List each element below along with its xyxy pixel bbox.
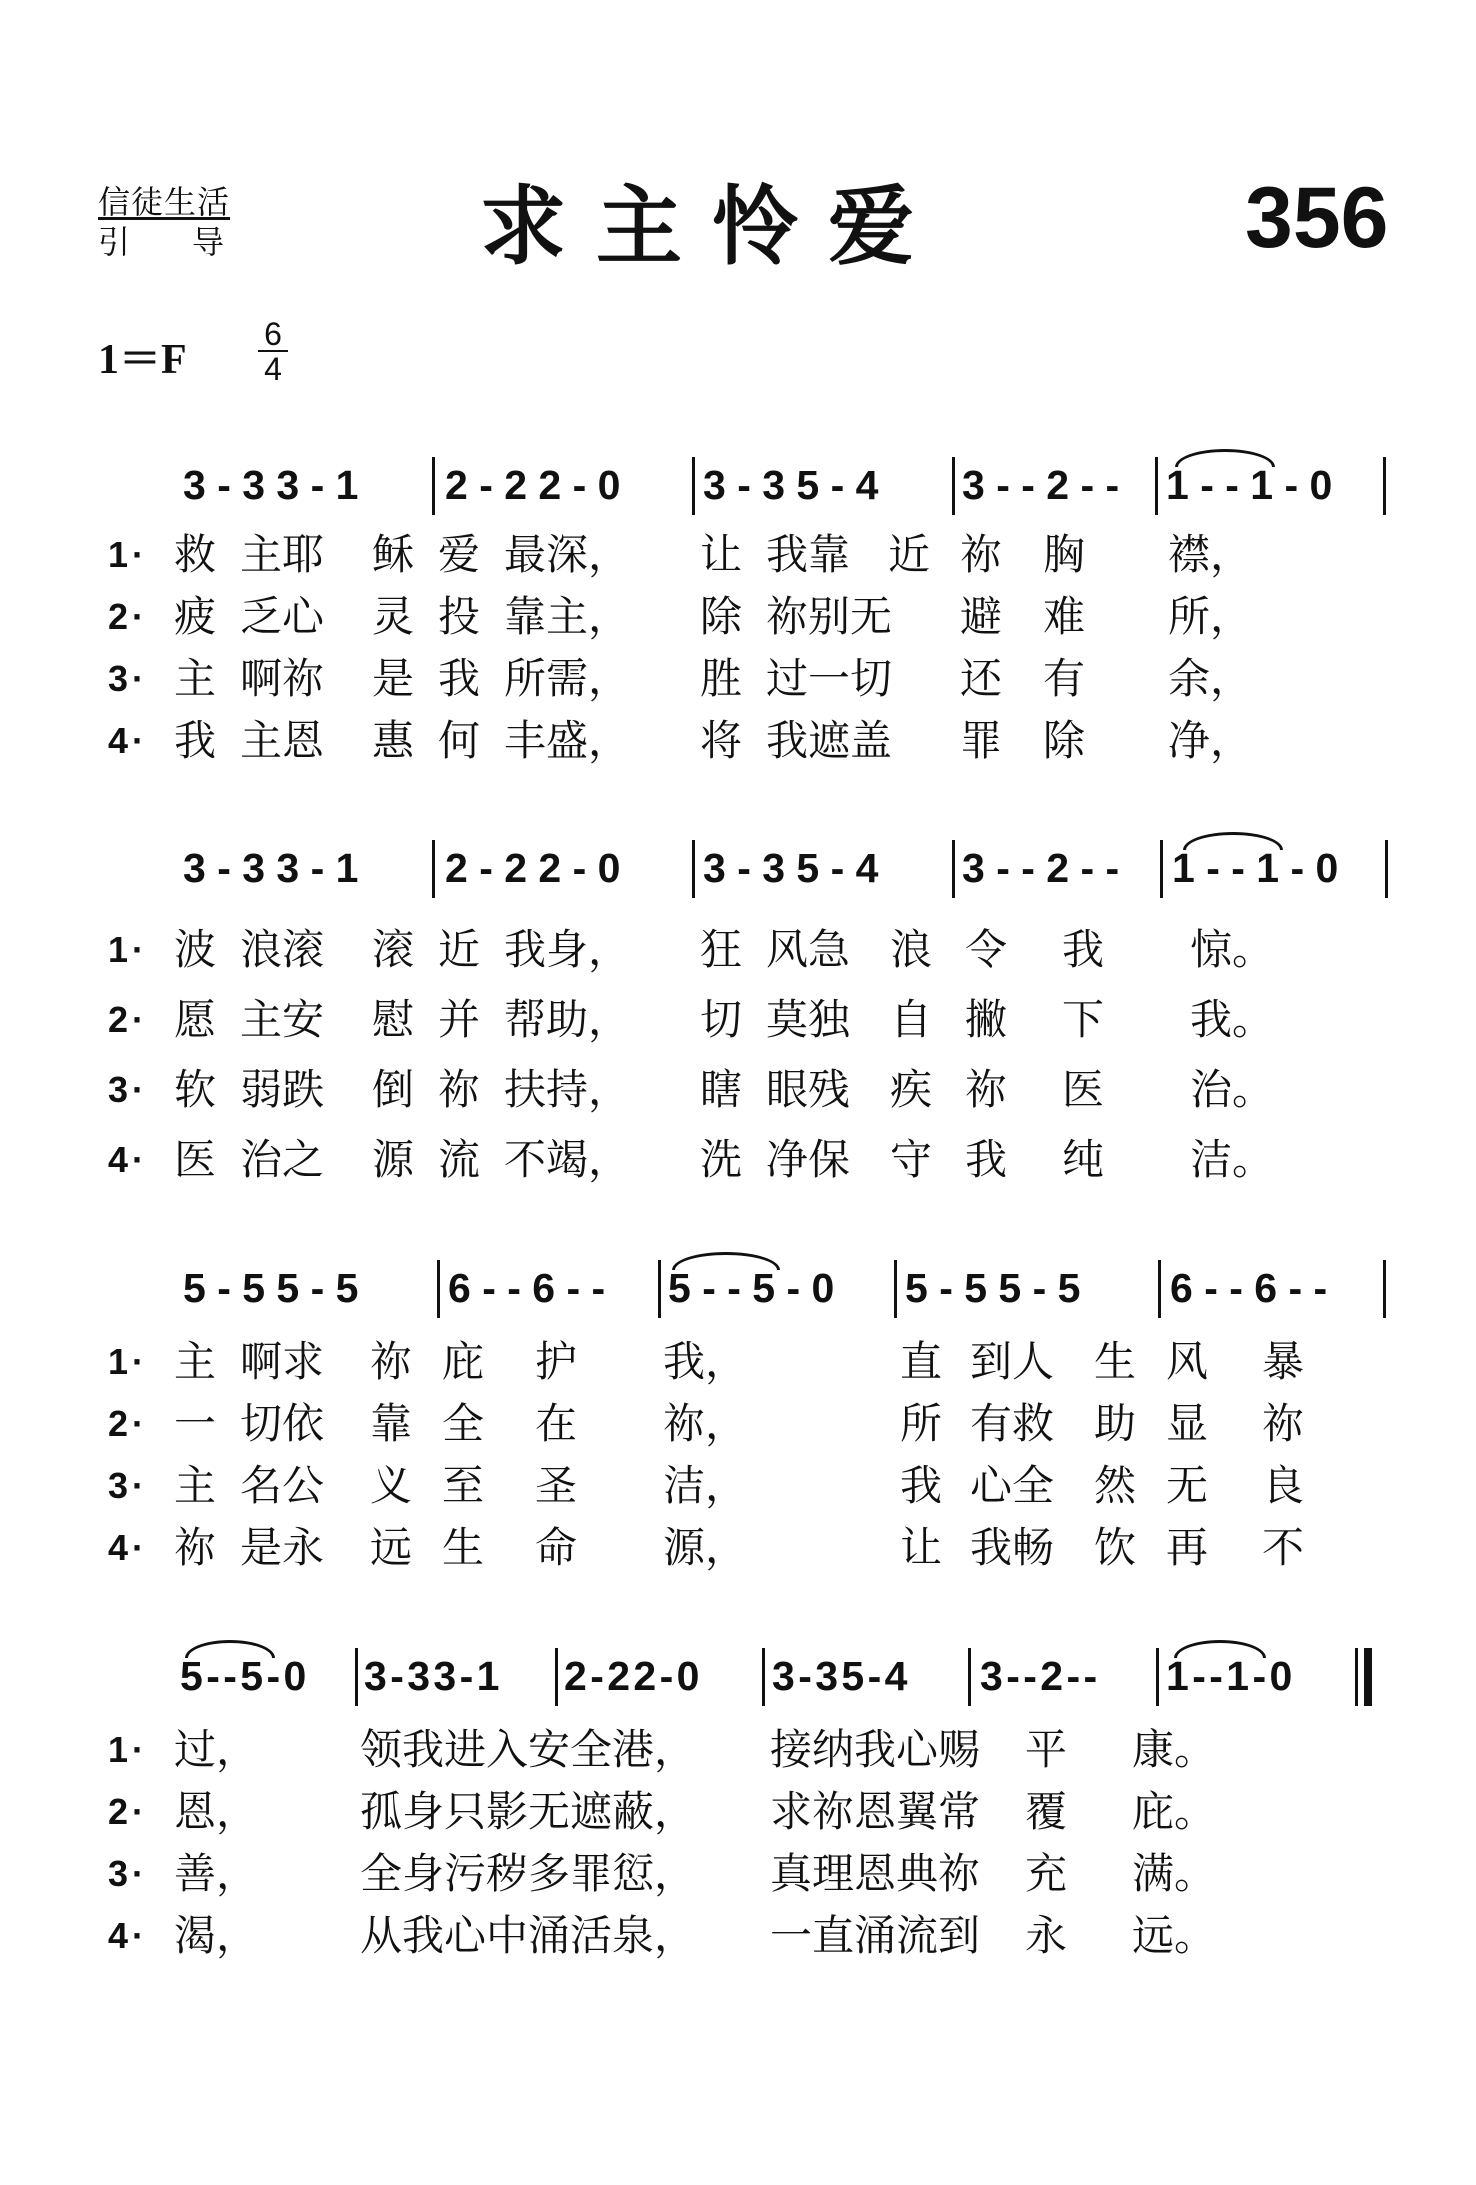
lyric: 然 [1094, 1461, 1137, 1510]
lyric: 真理恩典祢 [770, 1849, 981, 1898]
lyric: 自 [890, 995, 933, 1044]
lyric: 主 [174, 654, 217, 703]
lyric: 祢 [370, 1337, 413, 1386]
verse-number: 1 [108, 1341, 129, 1382]
final-barline-thin [1355, 1648, 1358, 1706]
lyric: 圣 [535, 1461, 578, 1510]
measure: 6 - - 6 - - [448, 1265, 606, 1311]
verse-dot: · [132, 534, 144, 575]
barline [355, 1648, 358, 1706]
verse-number: 2 [108, 1403, 129, 1444]
lyric: 恩， [174, 1787, 259, 1836]
lyric: 将 [700, 716, 743, 765]
measure: 3 - - 2 - - [962, 845, 1120, 891]
lyric: 倒 [372, 1065, 415, 1114]
lyric: 接纳我心赐 [770, 1725, 981, 1774]
lyric: 帮助， [504, 995, 631, 1044]
lyric: 让 [700, 530, 743, 579]
lyric: 慰 [372, 995, 415, 1044]
verse-1-line [0, 922, 1476, 978]
lyric: 我 [965, 1135, 1008, 1184]
lyric: 余， [1168, 654, 1253, 703]
barline [968, 1648, 971, 1706]
lyric: 我 [174, 716, 217, 765]
barline [1383, 1260, 1386, 1318]
measure: 2 - 2 2 - 0 [564, 1653, 696, 1699]
lyric: 祢 [965, 1065, 1008, 1114]
lyric: 我遮盖 [766, 716, 893, 765]
verse-4-line [0, 1132, 1476, 1188]
lyric: 净保 [766, 1135, 851, 1184]
lyric: 生 [1094, 1337, 1137, 1386]
measure: 3 - - 2 - - [980, 1653, 1094, 1699]
lyric: 主 [174, 1337, 217, 1386]
lyric: 灵 [372, 592, 415, 641]
lyric: 再 [1166, 1523, 1209, 1572]
lyric: 我畅 [970, 1523, 1055, 1572]
lyric: 避 [960, 592, 1003, 641]
lyric: 过， [174, 1725, 259, 1774]
lyric: 助 [1094, 1399, 1137, 1448]
lyric: 祢 [960, 530, 1003, 579]
verse-number: 4 [108, 1139, 129, 1180]
lyric: 浪滚 [240, 925, 325, 974]
verse-1-line [0, 1334, 1476, 1390]
lyric: 满。 [1132, 1849, 1217, 1898]
barline [692, 457, 695, 515]
lyric: 治之 [240, 1135, 325, 1184]
measure: 3 - 3 3 - 1 [183, 462, 359, 508]
lyric: 祢 [438, 1065, 481, 1114]
measure: 1 - - 1 - 0 [1172, 845, 1339, 891]
verse-dot: · [132, 1791, 144, 1832]
barline [1156, 1648, 1159, 1706]
lyric: 难 [1043, 592, 1086, 641]
lyric: 襟， [1168, 530, 1253, 579]
lyric: 还 [960, 654, 1003, 703]
verse-dot: · [132, 1069, 144, 1110]
lyric: 命 [535, 1523, 578, 1572]
lyric: 撇 [965, 995, 1008, 1044]
lyric: 滚 [372, 925, 415, 974]
barline [1158, 1260, 1161, 1318]
lyric: 永 [1025, 1911, 1068, 1960]
lyric: 覆 [1025, 1787, 1068, 1836]
lyric: 所 [900, 1399, 943, 1448]
lyric: 源 [372, 1135, 415, 1184]
lyric: 祢 [1262, 1399, 1305, 1448]
lyric: 投 [438, 592, 481, 641]
verse-dot: · [132, 999, 144, 1040]
verse-dot: · [132, 1465, 144, 1506]
lyric: 医 [174, 1135, 217, 1184]
lyric: 庇 [442, 1337, 485, 1386]
barline [1155, 457, 1158, 515]
verse-dot: · [132, 1341, 144, 1382]
lyric: 近 [888, 530, 931, 579]
lyric: 名公 [240, 1461, 325, 1510]
verse-dot: · [132, 1915, 144, 1956]
lyric: 远。 [1132, 1911, 1217, 1960]
verse-number: 4 [108, 1915, 129, 1956]
lyric: 显 [1166, 1399, 1209, 1448]
verse-3-line [0, 1458, 1476, 1514]
lyric: 所需， [504, 654, 631, 703]
measure: 3 - 3 5 - 4 [772, 1653, 904, 1699]
barline [692, 840, 695, 898]
verse-1-line [0, 527, 1476, 583]
lyric: 源， [663, 1523, 748, 1572]
lyric: 从我心中涌活泉， [360, 1911, 697, 1960]
lyric: 弱跌 [240, 1065, 325, 1114]
lyric: 治。 [1190, 1065, 1275, 1114]
lyric: 令 [965, 925, 1008, 974]
verse-3-line [0, 1846, 1476, 1902]
key-signature: 1＝F [98, 337, 187, 383]
lyric: 我 [1062, 925, 1105, 974]
barline [762, 1648, 765, 1706]
measure: 2 - 2 2 - 0 [445, 845, 621, 891]
lyric: 靠 [370, 1399, 413, 1448]
barline [952, 457, 955, 515]
verse-dot: · [132, 1403, 144, 1444]
barline [1160, 840, 1163, 898]
lyric: 所， [1168, 592, 1253, 641]
measure: 5 - 5 5 - 5 [905, 1265, 1081, 1311]
verse-2-line [0, 589, 1476, 645]
lyric: 稣 [372, 530, 415, 579]
verse-4-line [0, 1520, 1476, 1576]
measure: 1 - - 1 - 0 [1166, 462, 1333, 508]
lyric: 丰盛， [504, 716, 631, 765]
hymn-title: 求主怜爱 [480, 177, 944, 277]
lyric: 祢别无 [766, 592, 893, 641]
notation-system-3 [0, 1258, 1476, 1318]
hymn-number: 356 [1245, 170, 1389, 266]
lyric: 洗 [700, 1135, 743, 1184]
lyric: 饮 [1094, 1523, 1137, 1572]
verse-2-line [0, 1396, 1476, 1452]
measure: 3 - 3 5 - 4 [703, 845, 879, 891]
verse-dot: · [132, 1853, 144, 1894]
lyric: 疲 [174, 592, 217, 641]
lyric: 护 [535, 1337, 578, 1386]
lyric: 惠 [372, 716, 415, 765]
measure: 2 - 2 2 - 0 [445, 462, 621, 508]
lyric: 领我进入安全港， [360, 1725, 697, 1774]
lyric: 爱 [438, 530, 481, 579]
verse-number: 2 [108, 1791, 129, 1832]
lyric: 我 [900, 1461, 943, 1510]
lyric: 让 [900, 1523, 943, 1572]
measure: 1 - - 1 - 0 [1166, 1653, 1289, 1699]
lyric: 靠主， [504, 592, 631, 641]
lyric: 何 [438, 716, 481, 765]
verse-dot: · [132, 1729, 144, 1770]
measure: 5 - - 5 - 0 [180, 1653, 303, 1699]
measure: 3 - 3 3 - 1 [183, 845, 359, 891]
lyric: 惊。 [1190, 925, 1275, 974]
lyric: 切 [700, 995, 743, 1044]
barline [894, 1260, 897, 1318]
notation-system-4 [0, 1646, 1476, 1706]
lyric: 守 [890, 1135, 933, 1184]
barline [437, 1260, 440, 1318]
lyric: 生 [442, 1523, 485, 1572]
verse-3-line [0, 651, 1476, 707]
lyric: 善， [174, 1849, 259, 1898]
lyric: 风 [1166, 1337, 1209, 1386]
verse-1-line [0, 1722, 1476, 1778]
lyric: 啊求 [240, 1337, 325, 1386]
notation-system-1 [0, 455, 1476, 515]
lyric: 求祢恩翼常 [770, 1787, 981, 1836]
barline [555, 1648, 558, 1706]
lyric: 净， [1168, 716, 1253, 765]
hymn-category [98, 183, 286, 261]
lyric: 义 [370, 1461, 413, 1510]
lyric: 主 [174, 1461, 217, 1510]
lyric: 一 [174, 1399, 217, 1448]
verse-number: 4 [108, 720, 129, 761]
measure: 5 - 5 5 - 5 [183, 1265, 359, 1311]
final-barline-thick [1364, 1648, 1372, 1706]
lyric: 浪 [890, 925, 933, 974]
lyric: 不 [1262, 1523, 1305, 1572]
lyric: 我， [663, 1337, 748, 1386]
lyric: 软 [174, 1065, 217, 1114]
verse-dot: · [132, 596, 144, 637]
lyric: 医 [1062, 1065, 1105, 1114]
verse-dot: · [132, 1139, 144, 1180]
lyric: 狂 [700, 925, 743, 974]
measure: 3 - 3 5 - 4 [703, 462, 879, 508]
lyric: 风急 [766, 925, 851, 974]
barline [658, 1260, 661, 1318]
lyric: 过一切 [766, 654, 893, 703]
lyric: 主耶 [240, 530, 325, 579]
measure: 3 - - 2 - - [962, 462, 1120, 508]
verse-number: 1 [108, 1729, 129, 1770]
lyric: 主安 [240, 995, 325, 1044]
time-signature [258, 318, 288, 386]
lyric: 我。 [1190, 995, 1275, 1044]
verse-dot: · [132, 1527, 144, 1568]
lyric: 救 [174, 530, 217, 579]
verse-number: 3 [108, 1069, 129, 1110]
lyric: 除 [700, 592, 743, 641]
verse-dot: · [132, 929, 144, 970]
barline [432, 457, 435, 515]
lyric: 我身， [504, 925, 631, 974]
lyric: 孤身只影无遮蔽， [360, 1787, 697, 1836]
lyric: 疾 [890, 1065, 933, 1114]
lyric: 在 [535, 1399, 578, 1448]
lyric: 平 [1025, 1725, 1068, 1774]
lyric: 纯 [1062, 1135, 1105, 1184]
time-signature-bottom: 4 [264, 351, 282, 387]
lyric: 莫独 [766, 995, 851, 1044]
lyric: 至 [442, 1461, 485, 1510]
measure: 3 - 3 3 - 1 [364, 1653, 496, 1699]
lyric: 胜 [700, 654, 743, 703]
lyric: 扶持， [504, 1065, 631, 1114]
lyric: 祢， [663, 1399, 748, 1448]
lyric: 乏心 [240, 592, 325, 641]
lyric: 波 [174, 925, 217, 974]
verse-3-line [0, 1062, 1476, 1118]
lyric: 胸 [1043, 530, 1086, 579]
lyric: 有 [1043, 654, 1086, 703]
lyric: 洁。 [1190, 1135, 1275, 1184]
verse-dot: · [132, 658, 144, 699]
verse-number: 3 [108, 658, 129, 699]
verse-number: 1 [108, 534, 129, 575]
verse-number: 3 [108, 1465, 129, 1506]
verse-number: 2 [108, 596, 129, 637]
lyric: 全身污秽多罪愆， [360, 1849, 697, 1898]
lyric: 无 [1166, 1461, 1209, 1510]
lyric: 愿 [174, 995, 217, 1044]
lyric: 除 [1043, 716, 1086, 765]
category-line-2: 引导 [98, 223, 287, 261]
lyric: 最深， [504, 530, 631, 579]
lyric: 不竭， [504, 1135, 631, 1184]
verse-2-line [0, 1784, 1476, 1840]
lyric: 是永 [240, 1523, 325, 1572]
verse-number: 3 [108, 1853, 129, 1894]
barline [432, 840, 435, 898]
time-signature-top: 6 [258, 318, 288, 352]
lyric: 远 [370, 1523, 413, 1572]
lyric: 良 [1262, 1461, 1305, 1510]
verse-4-line [0, 1908, 1476, 1964]
verse-dot: · [132, 720, 144, 761]
verse-number: 2 [108, 999, 129, 1040]
lyric: 洁， [663, 1461, 748, 1510]
lyric: 流 [438, 1135, 481, 1184]
lyric: 康。 [1132, 1725, 1217, 1774]
lyric: 罪 [960, 716, 1003, 765]
lyric: 切依 [240, 1399, 325, 1448]
barline [1385, 840, 1388, 898]
barline [952, 840, 955, 898]
barline [1383, 457, 1386, 515]
lyric: 下 [1062, 995, 1105, 1044]
verse-number: 1 [108, 929, 129, 970]
lyric: 瞎 [700, 1065, 743, 1114]
lyric: 眼残 [766, 1065, 851, 1114]
lyric: 我 [438, 654, 481, 703]
lyric: 啊祢 [240, 654, 325, 703]
lyric: 一直涌流到 [770, 1911, 981, 1960]
verse-number: 4 [108, 1527, 129, 1568]
lyric: 暴 [1262, 1337, 1305, 1386]
lyric: 祢 [174, 1523, 217, 1572]
category-line-1: 信徒生活 [98, 183, 231, 221]
lyric: 心全 [970, 1461, 1055, 1510]
lyric: 全 [442, 1399, 485, 1448]
lyric: 主恩 [240, 716, 325, 765]
lyric: 庇。 [1132, 1787, 1217, 1836]
lyric: 有救 [970, 1399, 1055, 1448]
lyric: 近 [438, 925, 481, 974]
lyric: 渴， [174, 1911, 259, 1960]
lyric: 充 [1025, 1849, 1068, 1898]
notation-system-2 [0, 838, 1476, 898]
measure: 6 - - 6 - - [1170, 1265, 1328, 1311]
lyric: 并 [438, 995, 481, 1044]
measure: 5 - - 5 - 0 [668, 1265, 835, 1311]
verse-4-line [0, 713, 1476, 769]
verse-2-line [0, 992, 1476, 1048]
lyric: 我靠 [766, 530, 851, 579]
lyric: 直 [900, 1337, 943, 1386]
lyric: 到人 [970, 1337, 1055, 1386]
lyric: 是 [372, 654, 415, 703]
